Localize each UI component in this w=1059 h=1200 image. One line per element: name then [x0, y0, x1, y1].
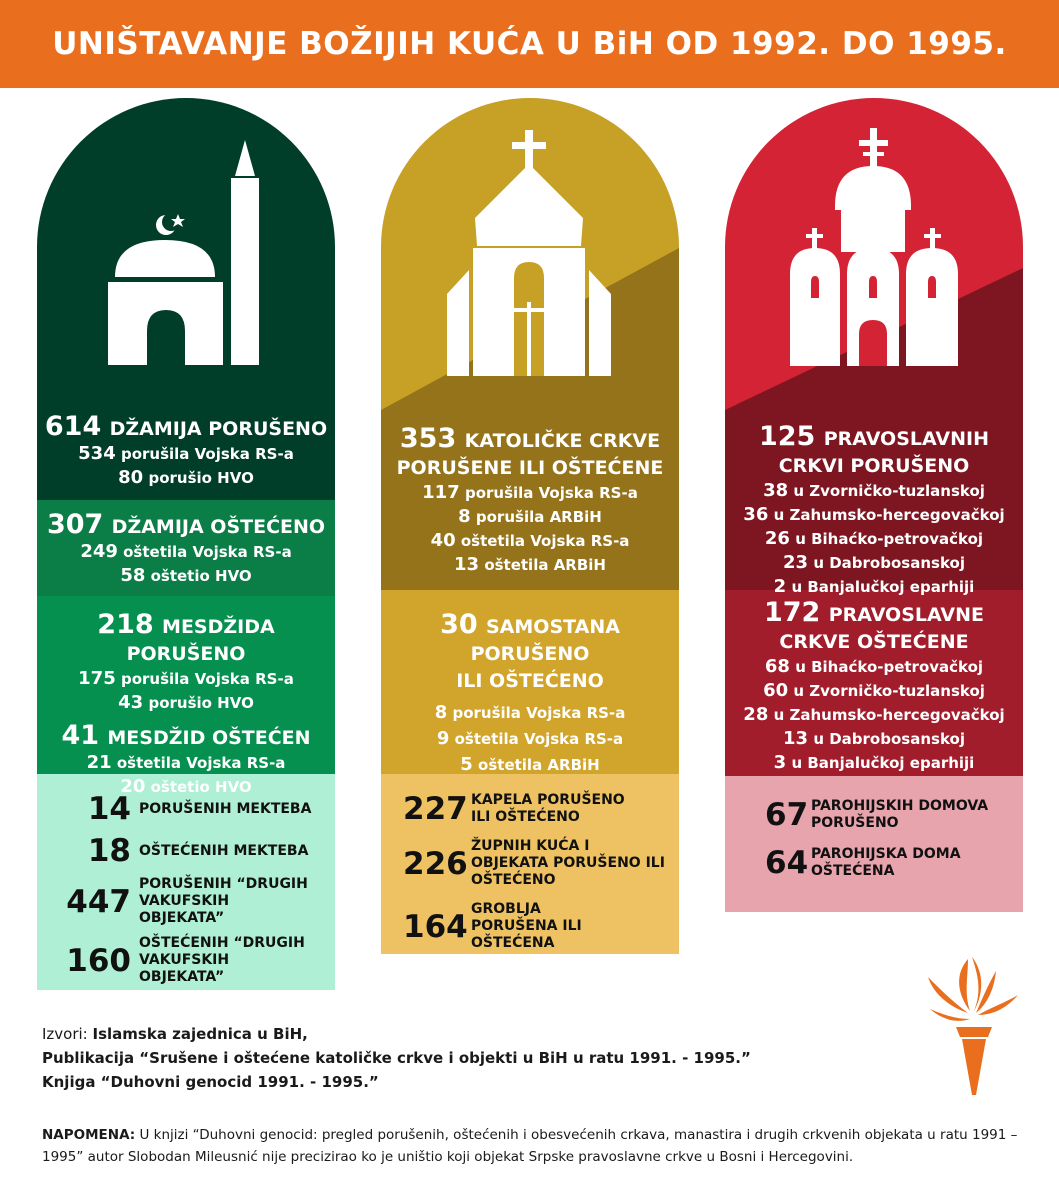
- stat-label: PRAVOSLAVNE: [828, 604, 985, 626]
- stat-row: [403, 792, 679, 826]
- stat-row: [403, 901, 679, 952]
- stat-row: [765, 846, 1023, 880]
- stat-number: 30: [440, 609, 478, 640]
- stat-number: 172: [763, 597, 821, 628]
- islamic-section-1: [37, 410, 335, 500]
- stat-label: PAROHIJSKA DOMA OŠTEĆENA: [811, 846, 961, 879]
- line-number: 43: [118, 692, 144, 713]
- stat-label: ILI OŠTEĆENO: [456, 670, 604, 692]
- line-number: 249: [80, 541, 118, 562]
- note: [42, 1124, 1032, 1168]
- stat-label: CRKVI PORUŠENO: [778, 455, 970, 477]
- stat-row: [765, 798, 1023, 832]
- line-number: 175: [78, 668, 116, 689]
- page-title: UNIŠTAVANJE BOŽIJIH KUĆA U BiH OD 1992. DO 1995.: [52, 26, 1007, 62]
- line-text: porušio HVO: [148, 694, 254, 712]
- stat-number: 353: [399, 423, 457, 454]
- catholic-column: [381, 98, 679, 954]
- stat-label: KATOLIČKE CRKVE: [464, 430, 661, 452]
- sources-label: Izvori:: [42, 1025, 88, 1043]
- stat-row: [61, 935, 335, 986]
- islamic-section-2: [37, 500, 335, 596]
- line-number: 5: [460, 754, 473, 775]
- line-text: porušio HVO: [148, 469, 254, 487]
- stat-number: 125: [758, 421, 816, 452]
- line-number: 13: [454, 554, 480, 575]
- line-number: 60: [763, 680, 789, 701]
- orthodox-column: [725, 98, 1023, 912]
- stat-number: 227: [403, 791, 468, 827]
- line-text: oštetila ARBiH: [478, 756, 600, 774]
- source-item: Knjiga “Duhovni genocid 1991. - 1995.”: [42, 1073, 379, 1091]
- catholic-section-2: [381, 590, 679, 774]
- stat-number: 307: [46, 509, 104, 540]
- stat-label: CRKVE OŠTEĆENE: [779, 631, 969, 653]
- title-banner: [0, 0, 1059, 88]
- line-number: 58: [120, 565, 146, 586]
- stat-row: [61, 834, 335, 868]
- stat-number: 18: [87, 833, 131, 869]
- line-text: oštetila ARBiH: [484, 556, 606, 574]
- line-text: oštetio HVO: [150, 778, 252, 796]
- stat-label: DŽAMIJA PORUŠENO: [109, 418, 328, 440]
- catholic-church-icon: [381, 98, 679, 410]
- stat-number: 164: [403, 908, 468, 945]
- line-number: 534: [78, 443, 116, 464]
- source-item: Islamska zajednica u BiH,: [92, 1025, 308, 1043]
- mosque-icon: [37, 98, 335, 410]
- stat-number: 614: [44, 411, 102, 442]
- line-number: 23: [783, 552, 809, 573]
- islamic-hero: [37, 98, 335, 410]
- line-text: porušila Vojska RS-a: [120, 670, 294, 688]
- catholic-stats: [381, 774, 679, 954]
- line-text: u Banjalučkoj eparhiji: [791, 754, 975, 772]
- line-text: u Zahumsko-hercegovačkoj: [773, 706, 1005, 724]
- stat-label: DŽAMIJA OŠTEĆENO: [111, 516, 326, 538]
- orthodox-hero: [725, 98, 1023, 410]
- note-label: NAPOMENA:: [42, 1127, 136, 1143]
- torch-logo-icon: [924, 955, 1024, 1095]
- stat-label: KAPELA PORUŠENO ILI OŠTEĆENO: [471, 792, 625, 825]
- line-number: 20: [120, 776, 146, 797]
- line-number: 40: [430, 530, 456, 551]
- islamic-section-3: [37, 596, 335, 797]
- line-number: 8: [434, 702, 448, 723]
- line-text: u Dabrobosanskoj: [813, 554, 965, 572]
- orthodox-section-1: [725, 410, 1023, 597]
- line-text: oštetila Vojska RS-a: [116, 754, 286, 772]
- stat-label: MESDŽIDA PORUŠENO: [126, 616, 275, 665]
- stat-label: PAROHIJSKIH DOMOVA PORUŠENO: [811, 798, 989, 831]
- stat-row: [403, 838, 679, 889]
- catholic-section-1: [381, 410, 679, 590]
- sources: [42, 1022, 751, 1094]
- stat-number: 447: [66, 883, 131, 920]
- line-number: 13: [783, 728, 809, 749]
- line-text: oštetila Vojska RS-a: [460, 532, 630, 550]
- line-text: u Zvorničko-tuzlanskoj: [793, 682, 985, 700]
- line-text: oštetio HVO: [150, 567, 252, 585]
- stat-number: 67: [765, 797, 809, 833]
- line-text: oštetila Vojska RS-a: [123, 543, 292, 561]
- line-text: porušila Vojska RS-a: [452, 704, 626, 722]
- line-text: u Bihaćko-petrovačkoj: [795, 658, 984, 676]
- islamic-stats: [37, 774, 335, 990]
- islamic-column: [37, 98, 335, 990]
- stat-label: OŠTEĆENIH MEKTEBA: [139, 842, 309, 859]
- stat-label: GROBLJA PORUŠENA ILI OŠTEĆENA: [471, 901, 582, 951]
- line-number: 21: [86, 752, 112, 773]
- orthodox-section-2: [725, 590, 1023, 776]
- line-text: porušila Vojska RS-a: [464, 484, 638, 502]
- stat-number: 64: [765, 845, 809, 881]
- note-text: U knjizi “Duhovni genocid: pregled porušenih, oštećenih i obesvećenih crkava, manastira i drugih crkvenih objekata u ratu 1991 – 1995” autor Slobodan Mileusnić nije precizirao ko je uništio koji objekat Srpske pravoslavne crkve u Bosni i Hercegovini.: [42, 1127, 1018, 1165]
- stat-label: PORUŠENIH MEKTEBA: [139, 800, 312, 817]
- catholic-hero: [381, 98, 679, 410]
- stat-label: OŠTEĆENIH “DRUGIH VAKUFSKIH OBJEKATA”: [139, 935, 305, 985]
- line-number: 8: [458, 506, 471, 527]
- stat-number: 226: [403, 845, 468, 882]
- stat-number: 14: [87, 791, 131, 827]
- line-text: u Dabrobosanskoj: [813, 730, 965, 748]
- line-number: 2: [773, 576, 787, 597]
- line-number: 68: [764, 656, 790, 677]
- stat-label: MESDŽID OŠTEĆEN: [107, 727, 311, 749]
- line-text: u Bihaćko-petrovačkoj: [795, 530, 984, 548]
- line-text: u Zvorničko-tuzlanskoj: [793, 482, 985, 500]
- line-number: 3: [773, 752, 787, 773]
- orthodox-church-icon: [725, 98, 1023, 410]
- stat-number: 218: [97, 609, 154, 640]
- line-number: 36: [743, 504, 769, 525]
- orthodox-stats: [725, 776, 1023, 912]
- line-number: 117: [422, 482, 460, 503]
- line-number: 9: [436, 728, 450, 749]
- line-number: 80: [118, 467, 144, 488]
- source-item: Publikacija “Srušene i oštećene katoličke crkve i objekti u BiH u ratu 1991. - 1995.”: [42, 1049, 751, 1067]
- line-number: 28: [743, 704, 769, 725]
- line-number: 26: [764, 528, 790, 549]
- stat-row: [61, 876, 335, 927]
- stat-number: 160: [66, 942, 131, 979]
- stat-label: PRAVOSLAVNIH: [823, 428, 989, 450]
- stat-number: 41: [61, 720, 100, 751]
- line-text: porušila Vojska RS-a: [120, 445, 294, 463]
- line-text: u Zahumsko-hercegovačkoj: [773, 506, 1005, 524]
- line-text: oštetila Vojska RS-a: [454, 730, 624, 748]
- line-text: porušila ARBiH: [475, 508, 602, 526]
- stat-label: PORUŠENE ILI OŠTEĆENE: [396, 457, 664, 479]
- stat-label: ŽUPNIH KUĆA I OBJEKATA PORUŠENO ILI OŠTEĆENO: [471, 838, 665, 888]
- line-number: 38: [763, 480, 789, 501]
- line-text: u Banjalučkoj eparhiji: [791, 578, 975, 596]
- stat-label: SAMOSTANA PORUŠENO: [470, 616, 620, 665]
- stat-label: PORUŠENIH “DRUGIH VAKUFSKIH OBJEKATA”: [139, 876, 308, 926]
